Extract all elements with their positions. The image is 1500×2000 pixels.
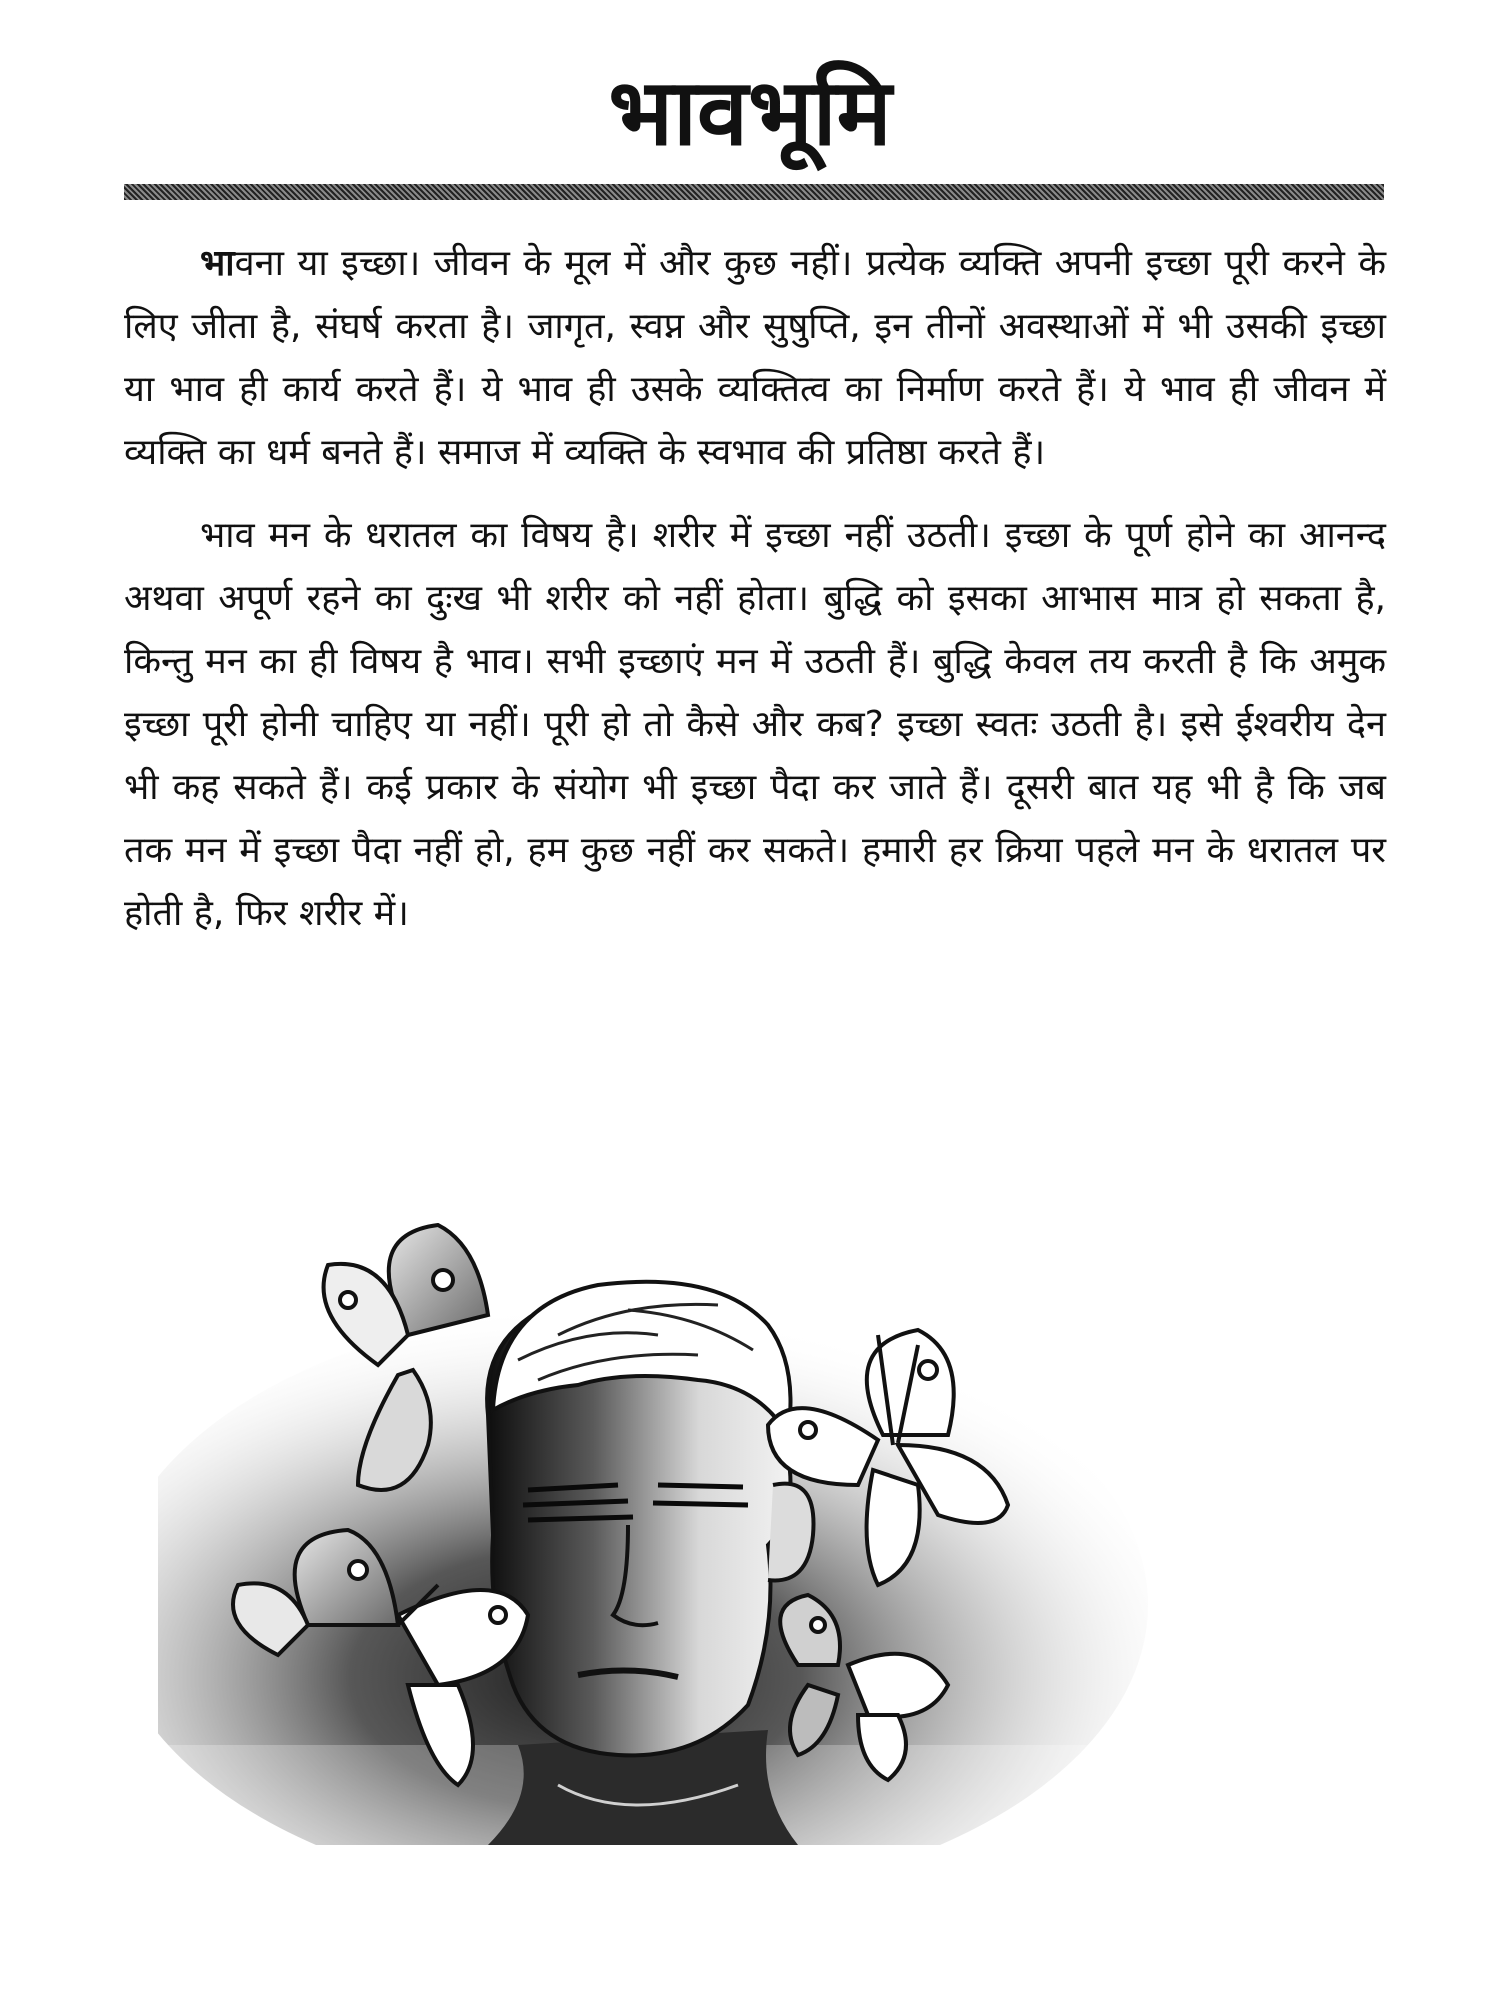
page-title: भावभूमि (608, 59, 892, 166)
face-with-butterflies-icon (158, 1185, 1230, 1845)
paragraph-1 (124, 232, 1386, 484)
paragraph-1-lead: भा (200, 243, 235, 284)
paragraph-2: भाव मन के धरातल का विषय है। शरीर में इच्छा नहीं उठती। इच्छा के पूर्ण होने का आनन्द अथवा अपूर्ण रहने का दुःख भी शरीर को नहीं होता। बुद्धि को इसका आभास मात्र हो सकता है, किन्तु मन का ही विषय है भाव। सभी इच्छाएं मन में उठती हैं। बुद्धि केवल तय करती है कि अमुक इच्छा पूरी होनी चाहिए या नहीं। पूरी हो तो कैसे और कब? इच्छा स्वतः उठती है। इसे ईश्वरीय देन भी कह सकते हैं। कई प्रकार के संयोग भी इच्छा पैदा कर जाते हैं। दूसरी बात यह भी है कि जब तक मन में इच्छा पैदा नहीं हो, हम कुछ नहीं कर सकते। हमारी हर क्रिया पहले मन के धरातल पर होती है, फिर शरीर में। (124, 515, 1386, 934)
paragraph-1-text: वना या इच्छा। जीवन के मूल में और कुछ नहीं। प्रत्येक व्यक्ति अपनी इच्छा पूरी करने के लिए जीता है, संघर्ष करता है। जागृत, स्वप्न और सुषुप्ति, इन तीनों अवस्थाओं में भी उसकी इच्छा या भाव ही कार्य करते हैं। ये भाव ही उसके व्यक्तित्व का निर्माण करते हैं। ये भाव ही जीवन में व्यक्ति का धर्म बनते हैं। समाज में व्यक्ति के स्वभाव की प्रतिष्ठा करते हैं। (124, 243, 1386, 473)
body-text (124, 232, 1386, 965)
title-divider (124, 184, 1384, 200)
